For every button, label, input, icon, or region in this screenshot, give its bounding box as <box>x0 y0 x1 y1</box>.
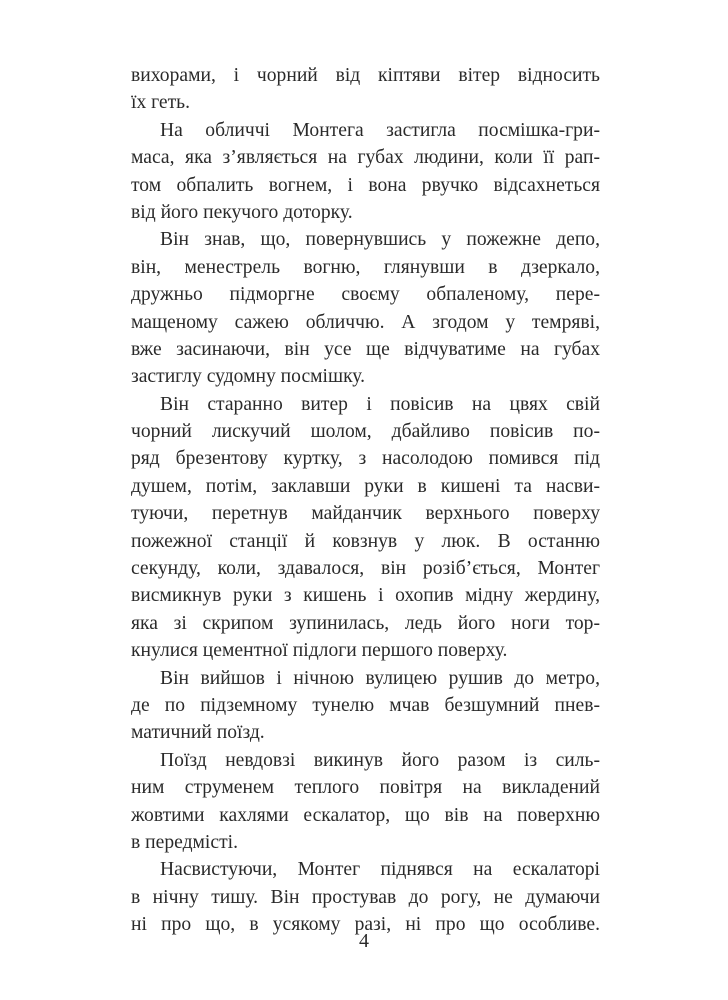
text-line: вихорами, і чорний від кіптяви вітер відносить <box>131 65 600 86</box>
text-line: Поїзд невдовзі викинув його разом із силь- <box>160 749 600 771</box>
text-line: Він знав, що, повернувшись у пожежне депо, <box>160 229 600 251</box>
paragraph <box>131 747 600 857</box>
paragraph <box>131 226 600 390</box>
text-line: Він вийшов і нічною вулицею рушив до метро, <box>160 667 600 689</box>
text-line: дружньо підморгне своєму обпаленому, пере- <box>131 284 600 306</box>
text-line: душем, потім, заклавши руки в кишені та насви- <box>131 475 600 497</box>
paragraph <box>131 391 600 665</box>
text-line: туючи, перетнув майданчик верхнього поверху <box>131 503 600 525</box>
page-body <box>131 62 600 939</box>
text-line: в передмісті. <box>131 831 238 853</box>
text-line: секунду, коли, здавалося, він розіб’ється, Монтег <box>131 558 600 580</box>
text-line: кнулися цементної підлоги першого поверху. <box>131 640 508 662</box>
text-line: мащеному сажею обличчю. А згодом у темряві, <box>131 311 600 333</box>
text-line: висмикнув руки з кишень і охопив мідну жердину, <box>131 585 600 607</box>
text-line: том обпалить вогнем, і вона рвучко відсахнеться <box>131 174 600 196</box>
paragraph <box>131 62 600 117</box>
text-line: матичний поїзд. <box>131 722 265 744</box>
text-line: їх геть. <box>131 92 191 114</box>
text-line: де по підземному тунелю мчав безшумний пнев- <box>131 694 600 716</box>
text-line: маса, яка з’являється на губах людини, коли її рап- <box>131 147 600 169</box>
page-number: 4 <box>359 930 369 952</box>
text-line: пожежної станції й ковзнув у люк. В останню <box>131 530 600 552</box>
text-line: На обличчі Монтега застигла посмішка-гри- <box>160 119 600 141</box>
text-line: яка зі скрипом зупинилась, ледь його ноги тор- <box>131 612 600 634</box>
paragraph <box>131 117 600 227</box>
text-line: ні про що, в усякому разі, ні про що особливе. <box>131 914 600 936</box>
text-line: чорний лискучий шолом, дбайливо повісив по- <box>131 421 600 443</box>
paragraph <box>131 856 600 938</box>
text-line: в нічну тишу. Він простував до рогу, не думаючи <box>131 886 600 908</box>
text-line: Він старанно витер і повісив на цвях свій <box>160 393 600 415</box>
paragraph <box>131 665 600 747</box>
text-line: ряд брезентову куртку, з насолодою помився під <box>131 448 600 470</box>
text-line: від його пекучого доторку. <box>131 201 353 223</box>
text-line: застиглу судомну посмішку. <box>131 366 366 388</box>
text-line: вже засинаючи, він усе ще відчуватиме на губах <box>131 338 600 360</box>
text-line: жовтими кахлями ескалатор, що вів на поверхню <box>131 804 600 826</box>
text-line: він, менестрель вогню, глянувши в дзеркало, <box>131 256 600 278</box>
text-line: ним струменем теплого повітря на викладений <box>131 777 600 799</box>
text-line: Насвистуючи, Монтег піднявся на ескалаторі <box>160 859 600 881</box>
